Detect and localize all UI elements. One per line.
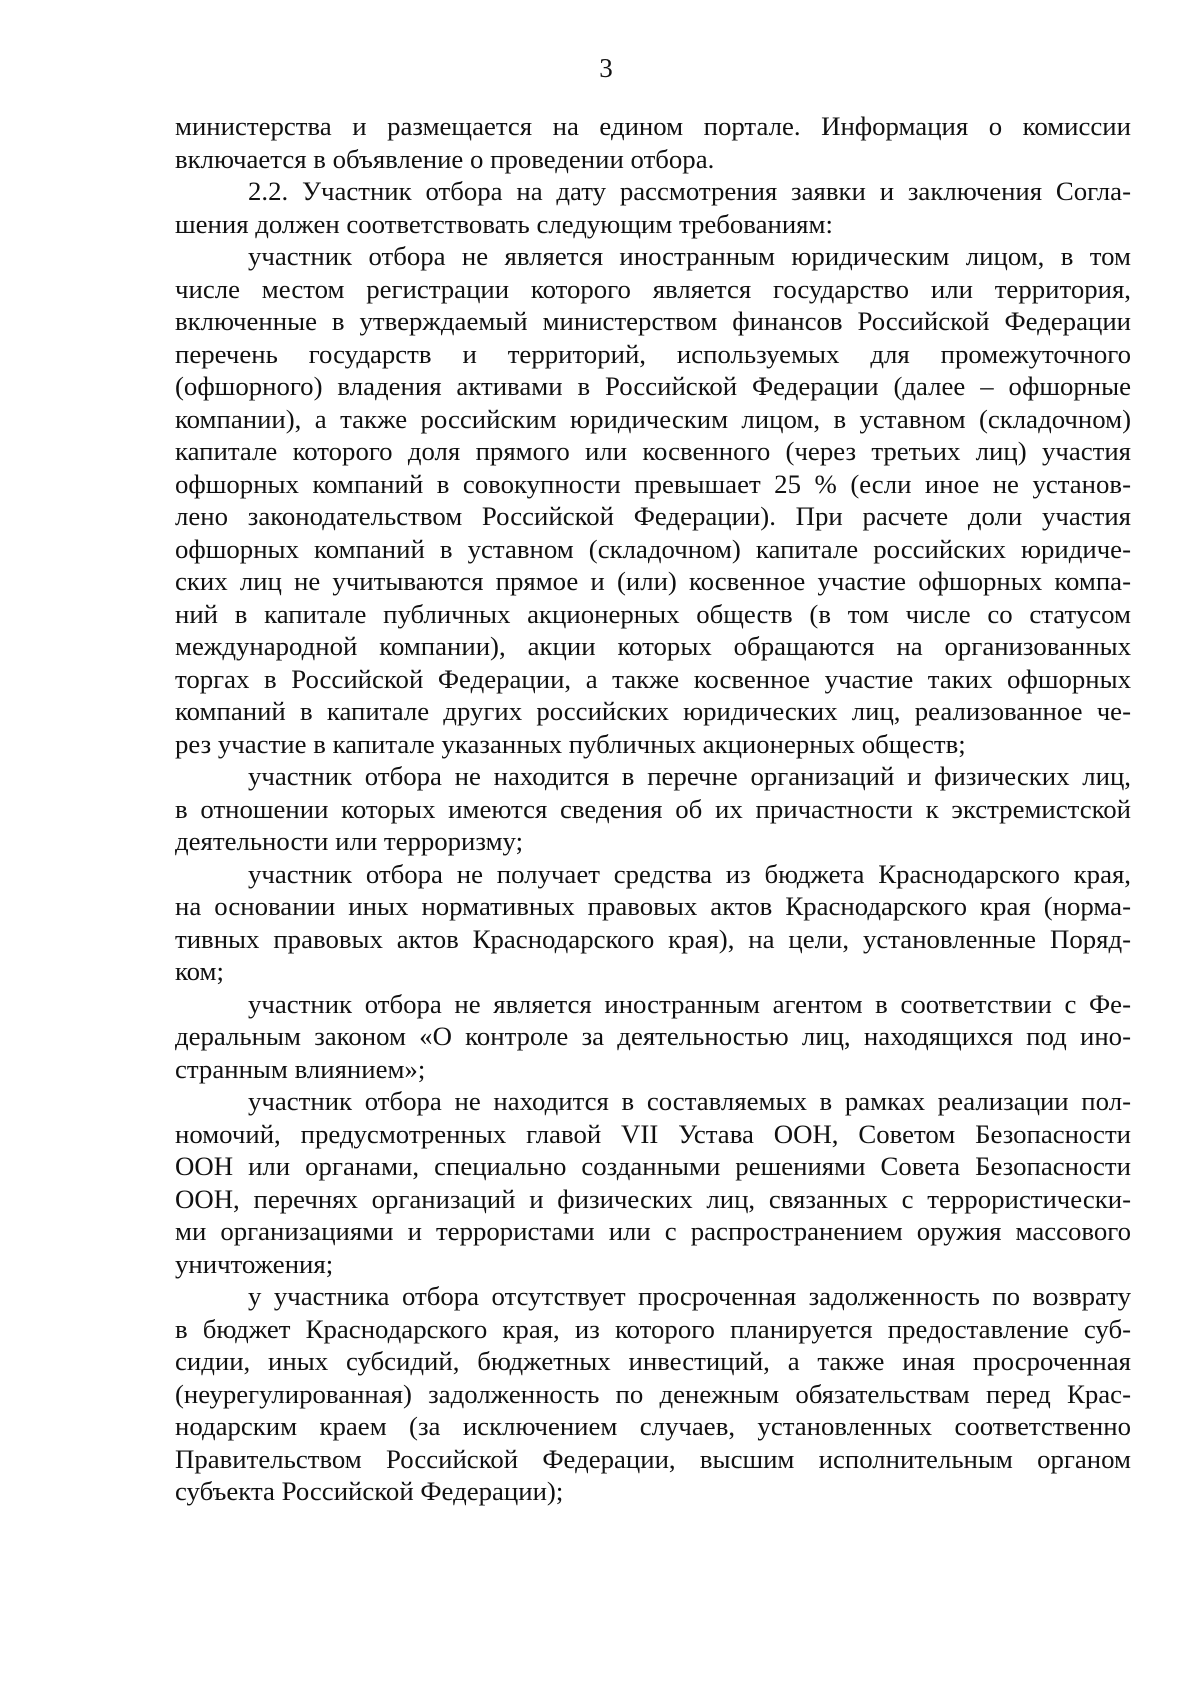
- text-line: числе местом регистрации которого является государство или территория,: [175, 273, 1131, 304]
- text-line: в бюджет Краснодарского края, из которого планируется предоставление суб-: [175, 1313, 1131, 1344]
- text-line: участник отбора не находится в составляемых в рамках реализации пол-: [248, 1086, 1131, 1116]
- text-line: ний в капитале публичных акционерных обществ (в том числе со статусом: [175, 598, 1131, 629]
- text-line: сидии, иных субсидий, бюджетных инвестиций, а также иная просроченная: [175, 1346, 1131, 1376]
- text-line: министерства и размещается на едином портале. Информация о комиссии: [175, 111, 1131, 141]
- text-line: участник отбора не находится в перечне организаций и физических лиц,: [248, 761, 1131, 791]
- text-line: участник отбора не получает средства из бюджета Краснодарского края,: [248, 858, 1131, 889]
- text-line: в отношении которых имеются сведения об их причастности к экстремистской: [175, 793, 1131, 824]
- text-line: тивных правовых актов Краснодарского края), на цели, установленные Поряд-: [175, 923, 1131, 954]
- text-line: рез участие в капитале указанных публичных акционерных обществ;: [175, 728, 966, 759]
- text-line: ком;: [175, 956, 224, 986]
- text-line: деральным законом «О контроле за деятельностью лиц, находящихся под ино-: [175, 1021, 1131, 1051]
- text-line: номочий, предусмотренных главой VII Устава ООН, Советом Безопасности: [175, 1118, 1131, 1149]
- text-line: ми организациями и террористами или с распространением оружия массового: [175, 1216, 1131, 1246]
- text-line: лено законодательством Российской Федерации). При расчете доли участия: [175, 501, 1131, 531]
- text-line: уничтожения;: [175, 1248, 334, 1279]
- text-line: капитале которого доля прямого или косвенного (через третьих лиц) участия: [175, 436, 1131, 466]
- text-line: субъекта Российской Федерации);: [175, 1476, 564, 1506]
- text-line: международной компании), акции которых обращаются на организованных: [175, 631, 1131, 661]
- text-line: деятельности или терроризму;: [175, 826, 524, 856]
- text-line: нодарским краем (за исключением случаев, установленных соответственно: [175, 1411, 1131, 1441]
- text-line: 2.2. Участник отбора на дату рассмотрения заявки и заключения Согла-: [248, 176, 1131, 206]
- text-line: (офшорного) владения активами в Российской Федерации (далее – офшорные: [175, 371, 1131, 401]
- text-line: у участника отбора отсутствует просроченная задолженность по возврату: [248, 1281, 1131, 1311]
- text-line: странным влиянием»;: [175, 1053, 426, 1084]
- text-line: ООН, перечнях организаций и физических лиц, связанных с террористически-: [175, 1183, 1131, 1214]
- text-line: (неурегулированная) задолженность по денежным обязательствам перед Крас-: [175, 1378, 1131, 1409]
- text-line: офшорных компаний в уставном (складочном) капитале российских юридиче-: [175, 533, 1131, 564]
- text-line: участник отбора не является иностранным юридическим лицом, в том: [248, 241, 1131, 271]
- text-line: компаний в капитале других российских юридических лиц, реализованное че-: [175, 696, 1131, 726]
- page-number: 3: [599, 53, 613, 83]
- text-line: шения должен соответствовать следующим требованиям:: [175, 208, 833, 239]
- text-line: торгах в Российской Федерации, а также косвенное участие таких офшорных: [175, 663, 1131, 694]
- text-line: ООН или органами, специально созданными решениями Совета Безопасности: [175, 1151, 1131, 1181]
- document-body: [175, 110, 1131, 1508]
- text-line: офшорных компаний в совокупности превышает 25 % (если иное не установ-: [175, 468, 1131, 499]
- text-line: ских лиц не учитываются прямое и (или) косвенное участие офшорных компа-: [175, 566, 1131, 596]
- text-line: участник отбора не является иностранным агентом в соответствии с Фе-: [248, 988, 1131, 1019]
- text-line: включенные в утверждаемый министерством финансов Российской Федерации: [175, 306, 1131, 336]
- text-line: Правительством Российской Федерации, высшим исполнительным органом: [175, 1443, 1131, 1474]
- text-line: перечень государств и территорий, используемых для промежуточного: [175, 338, 1131, 369]
- text-line: на основании иных нормативных правовых актов Краснодарского края (норма-: [175, 891, 1131, 921]
- text-line: включается в объявление о проведении отбора.: [175, 143, 715, 174]
- text-line: компании), а также российским юридическим лицом, в уставном (складочном): [175, 403, 1131, 434]
